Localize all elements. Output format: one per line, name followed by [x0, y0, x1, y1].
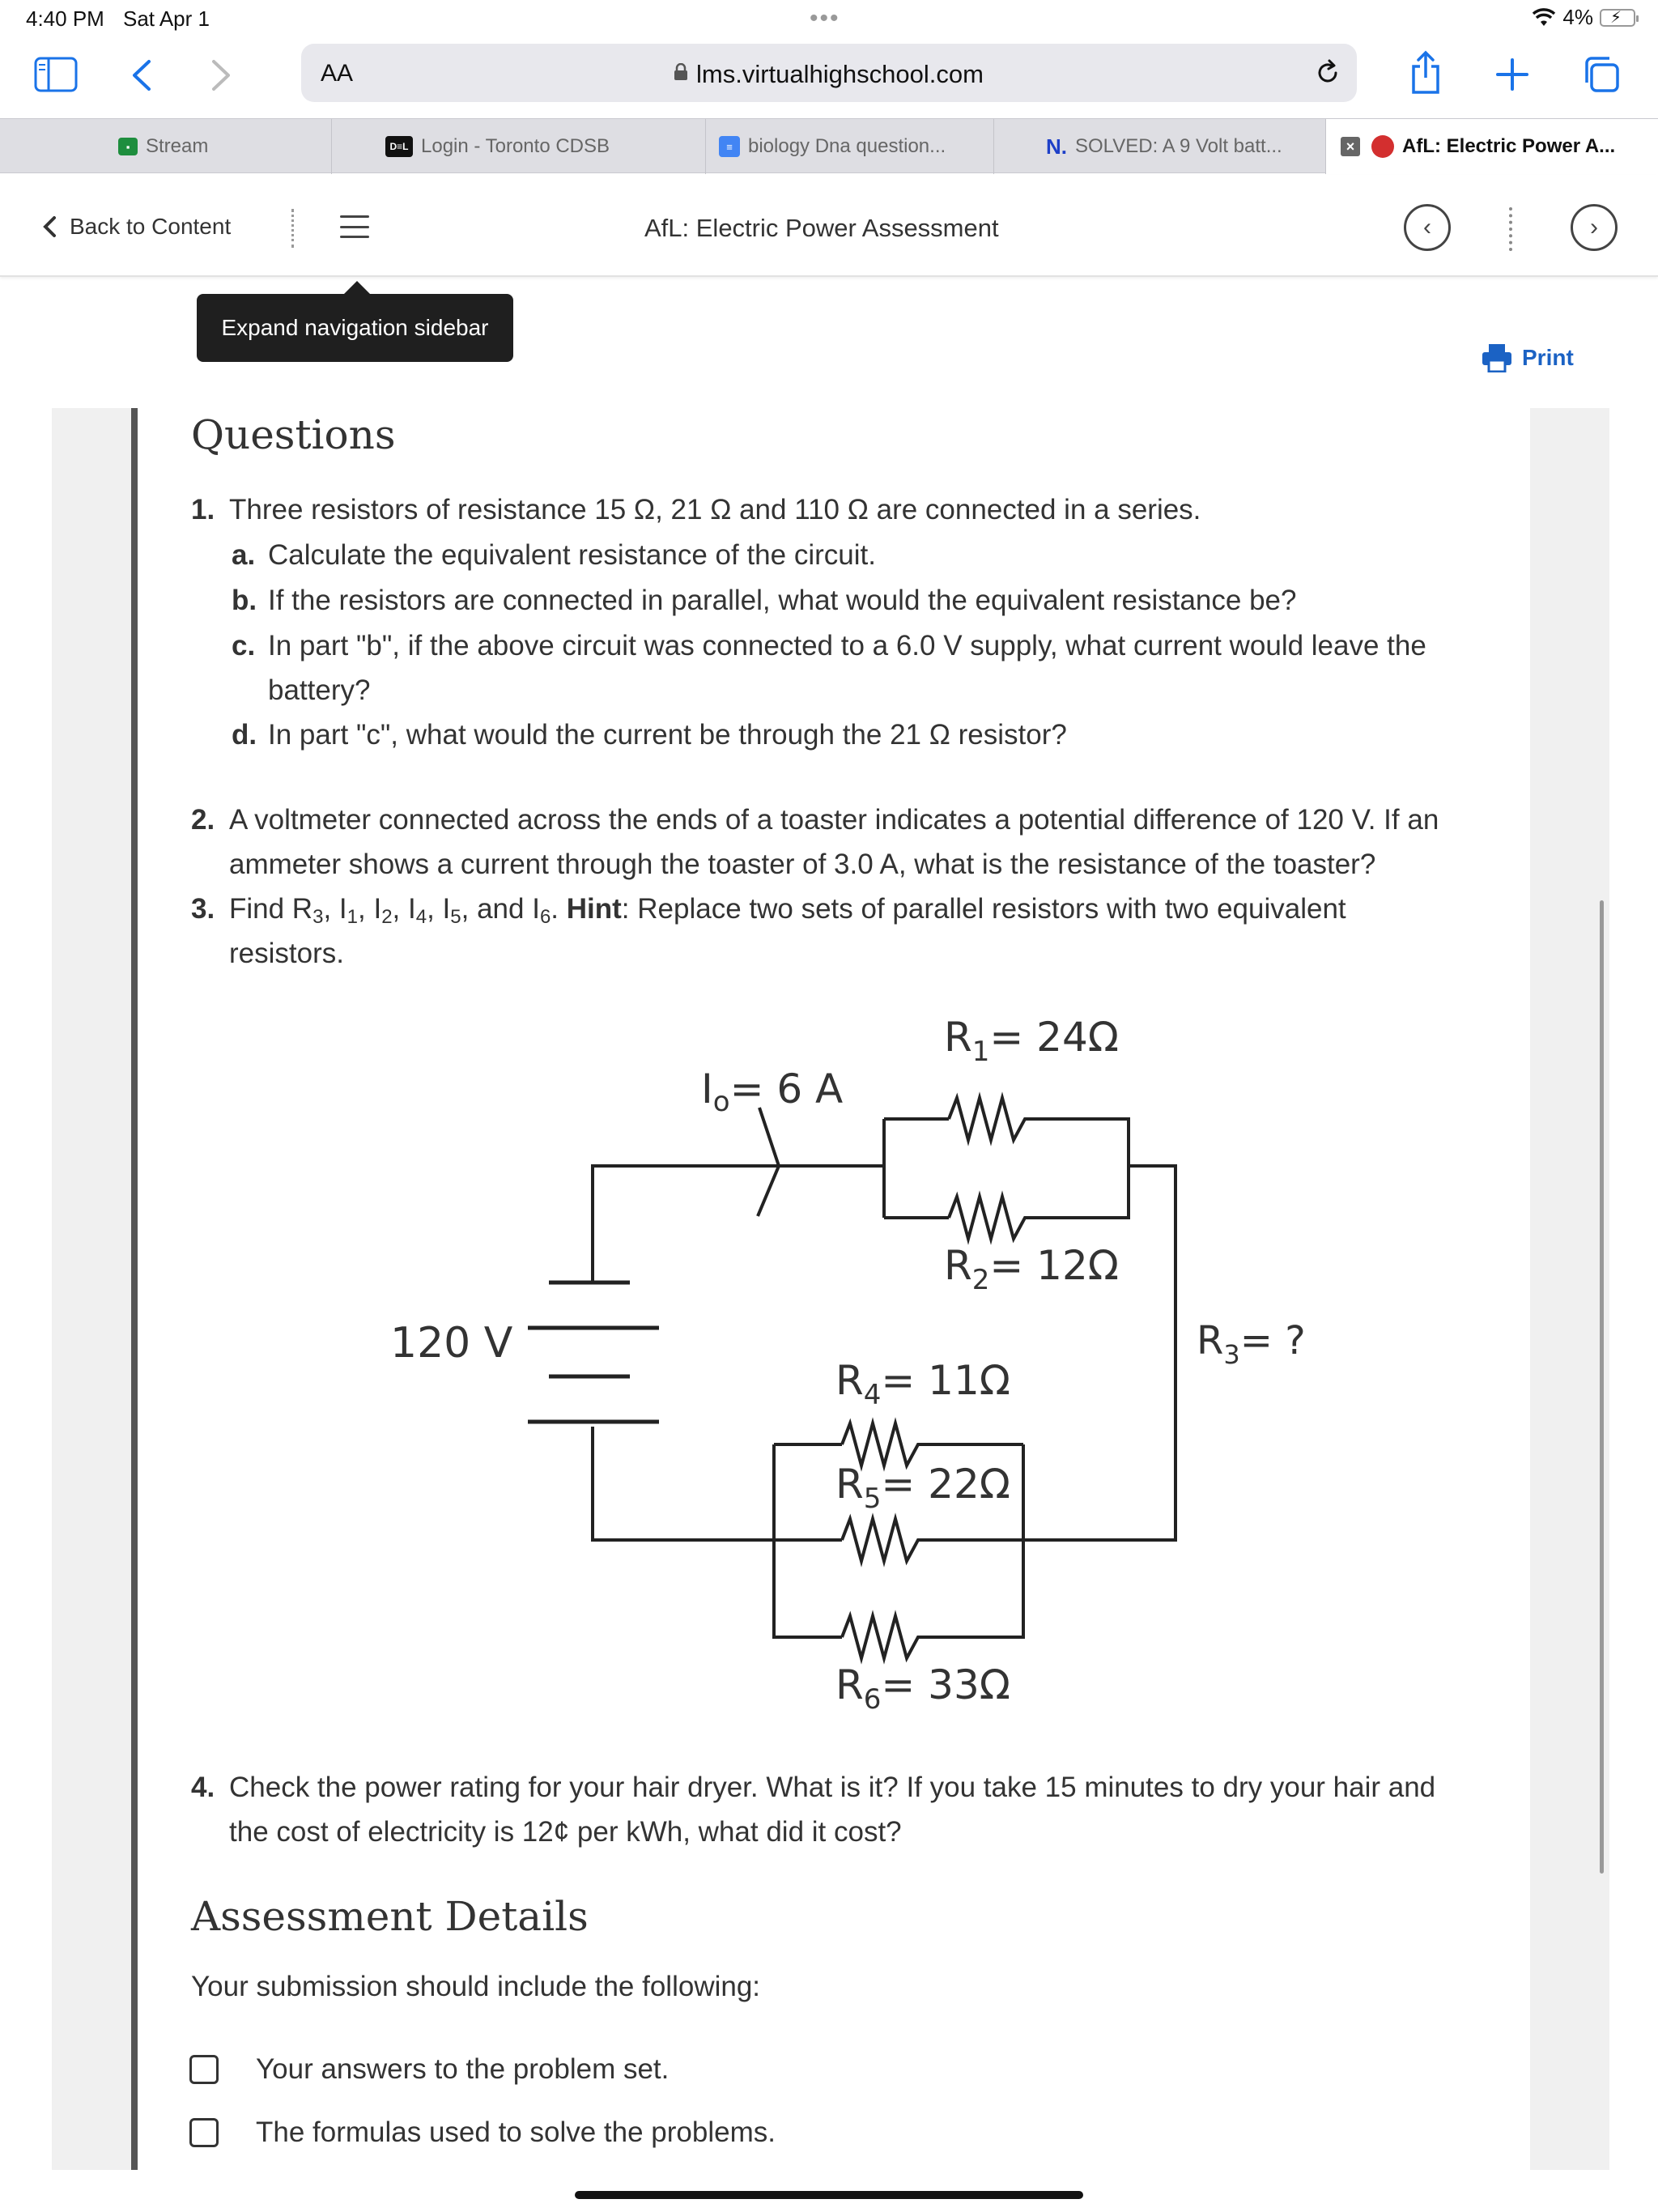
q4-text: Check the power rating for your hair dryer. What is it? If you take 15 minutes to dry your hair and: [229, 1772, 1436, 1803]
forward-nav-icon[interactable]: [209, 58, 233, 92]
assessment-heading: Assessment Details: [191, 1893, 589, 1940]
checklist-item: Your answers to the problem set.: [256, 2053, 670, 2085]
battery-icon: ⚡: [1600, 9, 1635, 27]
reader-aa-button[interactable]: AA: [321, 60, 354, 87]
q1b-text: If the resistors are connected in parallel, what would the equivalent resistance be?: [268, 585, 1297, 616]
q2-text: A voltmeter connected across the ends of a toaster indicates a potential difference of 120 V. If an: [229, 804, 1439, 836]
tab-solved[interactable]: [994, 119, 1326, 174]
status-right: [1532, 5, 1635, 30]
current-arrow: [758, 1108, 779, 1216]
divider: [1509, 207, 1512, 251]
print-button[interactable]: [1482, 343, 1574, 372]
q1b-letter: b.: [232, 585, 257, 616]
checklist-item: The formulas used to solve the problems.: [256, 2116, 776, 2148]
lock-icon: [674, 63, 688, 81]
r4-label: $R_4= 11\Omega$: [835, 1357, 1011, 1411]
tab-bar: [0, 118, 1658, 173]
wire: [593, 1427, 774, 1540]
tab-overview-icon[interactable]: [1582, 55, 1621, 94]
q4-number: 4.: [191, 1772, 215, 1803]
url-text[interactable]: lms.virtualhighschool.com: [696, 60, 984, 88]
divider: [291, 209, 294, 248]
q3-number: 3.: [191, 893, 215, 925]
status-time: 4:40 PM: [26, 6, 104, 31]
resistor-r1: [949, 1098, 1130, 1140]
resistor-r4: [842, 1423, 949, 1465]
q2-text-cont: ammeter shows a current through the toaster of 3.0 A, what is the resistance of the toaster?: [229, 849, 1376, 880]
printer-icon: [1482, 343, 1512, 372]
tab-login-tcdsb[interactable]: [332, 119, 706, 174]
r1-label: $R_1= 24\Omega$: [944, 1014, 1120, 1068]
tab-stream[interactable]: [0, 119, 332, 174]
q1d-letter: d.: [232, 719, 257, 751]
q2-number: 2.: [191, 804, 215, 836]
q3-text: Find $R_3$, $I_1$, $I_2$, $I_4$, $I_5$, and $I_6$. Hint: Replace two sets of parallel resistors with two equivalent: [229, 893, 1346, 928]
resistor-r2: [949, 1197, 1130, 1239]
tcdsb-logo-icon: D≡L: [385, 136, 413, 157]
resistor-r5: [842, 1519, 949, 1561]
tab-label: Stream: [146, 135, 209, 157]
q4-text-cont: the cost of electricity is 12¢ per kWh, what did it cost?: [229, 1816, 902, 1848]
wire: [593, 1119, 884, 1283]
multitasking-dots-icon[interactable]: •••: [810, 5, 840, 32]
page-gutter-left: [52, 408, 131, 2170]
current-label: $I_o= 6$ A: [701, 1066, 844, 1118]
expand-sidebar-tooltip: Expand navigation sidebar: [197, 294, 513, 362]
back-label: Back to Content: [70, 214, 232, 239]
voltage-label: 120 V: [390, 1319, 513, 1368]
next-topic-button[interactable]: ›: [1571, 204, 1618, 251]
close-tab-icon[interactable]: ×: [1341, 137, 1360, 156]
back-nav-icon[interactable]: [130, 58, 154, 92]
apple-icon: [1371, 135, 1394, 158]
tab-label: AfL: Electric Power A...: [1402, 135, 1616, 157]
checkbox-formulas[interactable]: [189, 2118, 219, 2147]
hamburger-menu-icon[interactable]: [340, 215, 369, 238]
checkbox-answers[interactable]: [189, 2055, 219, 2084]
assessment-intro: Your submission should include the following:: [191, 1971, 761, 2002]
sidebar-toggle-icon[interactable]: [34, 57, 78, 92]
content-header: [0, 175, 1658, 277]
tab-biology[interactable]: [706, 119, 994, 174]
circuit-diagram: [372, 1004, 1312, 1733]
scrollbar[interactable]: [1600, 900, 1604, 1874]
q1a-text: Calculate the equivalent resistance of the circuit.: [268, 539, 876, 571]
q1c-letter: c.: [232, 630, 256, 661]
r2-label: $R_2= 12\Omega$: [944, 1242, 1120, 1296]
r3-label: $R_3=$ ?: [1197, 1318, 1306, 1370]
wire: [884, 1119, 1130, 1218]
share-icon[interactable]: [1409, 50, 1443, 96]
previous-topic-button[interactable]: ‹: [1404, 204, 1451, 251]
battery-percent: 4%: [1562, 5, 1593, 29]
page-border: [131, 408, 138, 2170]
resistor-r6: [842, 1616, 949, 1658]
questions-heading: Questions: [191, 411, 396, 458]
page-gutter-right: [1530, 408, 1609, 2170]
page-title: AfL: Electric Power Assessment: [644, 214, 999, 242]
q1a-letter: a.: [232, 539, 256, 571]
wifi-icon: [1532, 8, 1556, 28]
status-bar: [0, 0, 1658, 39]
q1d-text: In part "c", what would the current be through the 21 Ω resistor?: [268, 719, 1067, 751]
q3-text-cont: resistors.: [229, 938, 344, 969]
q1-number: 1.: [191, 494, 215, 525]
tab-label: Login - Toronto CDSB: [421, 135, 610, 157]
q1c-text: In part "b", if the above circuit was connected to a 6.0 V supply, what current would leave the: [268, 630, 1426, 661]
docs-icon: ≡: [719, 136, 740, 157]
r5-label: $R_5= 22\Omega$: [835, 1461, 1011, 1515]
tab-label: SOLVED: A 9 Volt batt...: [1075, 135, 1282, 157]
r6-label: $R_6= 33\Omega$: [835, 1661, 1011, 1716]
new-tab-icon[interactable]: [1494, 57, 1530, 92]
numerade-icon: N.: [1046, 134, 1067, 159]
print-label: Print: [1522, 345, 1574, 370]
status-date: Sat Apr 1: [123, 6, 210, 31]
chevron-left-icon: [42, 215, 57, 238]
q1-text: Three resistors of resistance 15 Ω, 21 Ω and 110 Ω are connected in a series.: [229, 494, 1201, 525]
wire: [1023, 1166, 1175, 1540]
classroom-icon: ▪: [118, 138, 138, 155]
q1c-text-cont: battery?: [268, 674, 371, 706]
home-indicator[interactable]: [575, 2191, 1083, 2199]
tab-label: biology Dna question...: [748, 135, 946, 157]
tab-afl-electric[interactable]: [1326, 119, 1658, 174]
reload-icon[interactable]: [1313, 58, 1342, 87]
back-to-content-link[interactable]: [42, 214, 231, 240]
